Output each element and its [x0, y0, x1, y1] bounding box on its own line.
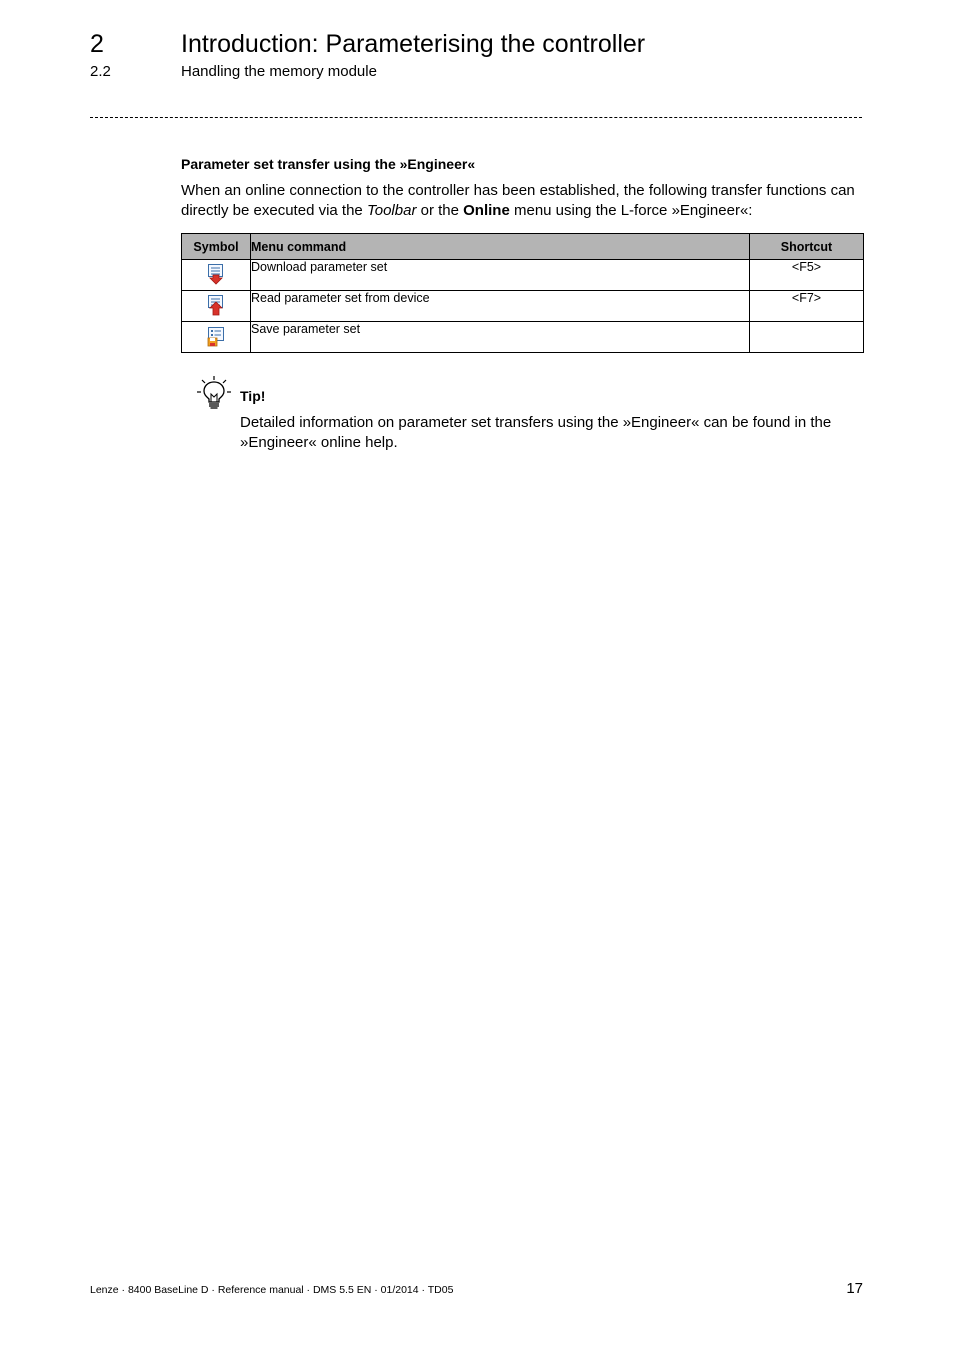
page-number: 17 [846, 1280, 863, 1297]
header-menu-command: Menu command [251, 234, 750, 260]
table-row [182, 322, 864, 353]
table-row [182, 260, 864, 291]
table-header-row [182, 234, 864, 260]
shortcut-cell: <F7> [750, 291, 864, 322]
toolbar-term: Toolbar [366, 201, 417, 219]
intro-text-1: When an online connection to the controller has been established, the following transfer functions can directly be executed via the [181, 182, 855, 219]
tip-label: Tip! [240, 388, 266, 404]
command-table [181, 233, 864, 353]
symbol-cell [182, 322, 251, 353]
intro-text-3: menu using the L-force »Engineer«: [509, 201, 753, 219]
section-number: 2.2 [90, 63, 111, 80]
symbol-cell [182, 260, 251, 291]
symbol-cell [182, 291, 251, 322]
lightbulb-icon [196, 375, 232, 411]
menu-command-cell: Download parameter set [251, 260, 750, 291]
menu-command-cell: Read parameter set from device [251, 291, 750, 322]
header-symbol: Symbol [182, 234, 251, 260]
footer-doc-info: Lenze · 8400 BaseLine D · Reference manual · DMS 5.5 EN · 01/2014 · TD05 [90, 1284, 454, 1296]
header-divider [90, 117, 862, 118]
download-parameter-set-icon [207, 263, 225, 285]
read-parameter-set-icon [207, 294, 225, 316]
table-row [182, 291, 864, 322]
shortcut-cell: <F5> [750, 260, 864, 291]
shortcut-cell [750, 322, 864, 353]
online-menu-term: Online [463, 201, 510, 219]
chapter-number: 2 [90, 30, 104, 58]
menu-command-cell: Save parameter set [251, 322, 750, 353]
header-shortcut: Shortcut [750, 234, 864, 260]
save-parameter-set-icon [207, 325, 225, 347]
chapter-title: Introduction: Parameterising the controller [181, 30, 646, 58]
section-title: Handling the memory module [181, 63, 377, 80]
intro-paragraph [181, 181, 865, 220]
intro-text-2: or the [416, 201, 464, 219]
tip-text: Detailed information on parameter set transfers using the »Engineer« can be found in the »Engineer« online help. [240, 414, 832, 451]
subheading: Parameter set transfer using the »Engineer« [181, 156, 476, 172]
